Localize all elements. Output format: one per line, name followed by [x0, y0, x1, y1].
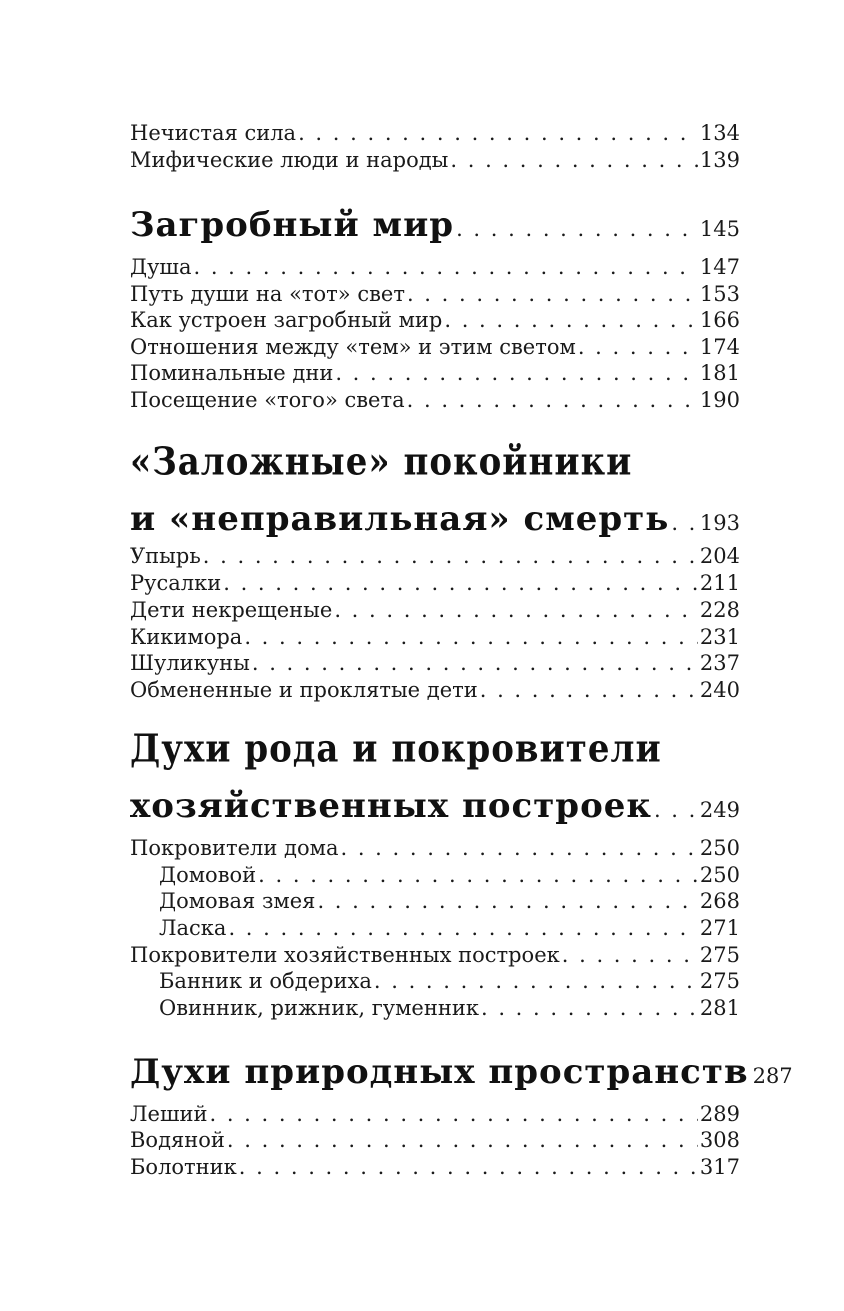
toc-entry-title: Как устроен загробный мир	[130, 308, 443, 332]
leader-dots	[562, 942, 698, 968]
toc-entry-title: Домовая змея	[159, 889, 316, 913]
leader-dots	[203, 543, 698, 569]
toc-subentry	[159, 888, 740, 914]
toc-entry-title: Душа	[130, 255, 192, 279]
leader-dots	[239, 1154, 698, 1180]
toc-subentry	[159, 915, 740, 941]
toc-entry-page: 190	[699, 388, 740, 412]
section-heading	[130, 203, 740, 247]
leader-dots	[335, 360, 698, 386]
toc-entry-title: Покровители хозяйственных построек	[130, 943, 560, 967]
toc-entry-page: 139	[699, 148, 740, 172]
toc-entry-title: Болотник	[130, 1155, 237, 1179]
leader-dots	[480, 677, 698, 703]
toc-entry-title: Мифические люди и народы	[130, 148, 449, 172]
section-heading	[130, 497, 740, 541]
section-heading-page: 145	[699, 217, 740, 241]
toc-entry-title: Нечистая сила	[130, 121, 297, 145]
leader-dots	[193, 254, 697, 280]
toc-entry	[130, 597, 740, 623]
toc-entry-title: Водяной	[130, 1128, 225, 1152]
toc-entry	[130, 570, 740, 596]
toc-entry-page: 250	[699, 863, 740, 887]
toc-entry-title: Отношения между «тем» и этим светом	[130, 335, 576, 359]
leader-dots	[481, 995, 698, 1021]
section-heading-title: и «неправильная» смерть	[130, 499, 670, 539]
toc-entry-page: 250	[699, 836, 740, 860]
leader-dots	[258, 862, 698, 888]
toc-entry-title: Банник и обдериха	[159, 969, 372, 993]
toc-entry	[130, 334, 740, 360]
toc-entry-title: Кикимора	[130, 625, 243, 649]
toc-entry	[130, 543, 740, 569]
section-heading-page: 193	[699, 511, 740, 535]
toc-entry-title: Шуликуны	[130, 651, 250, 675]
section-heading-title: Загробный мир	[130, 205, 455, 245]
toc-entry-page: 237	[699, 651, 740, 675]
toc-entry	[130, 281, 740, 307]
leader-dots	[252, 650, 698, 676]
toc-entry-page: 174	[699, 335, 740, 359]
toc-entry	[130, 1127, 740, 1153]
toc-entry-page: 308	[699, 1128, 740, 1152]
toc-entry-title: Упырь	[130, 544, 201, 568]
toc-entry-title: Овинник, рижник, гуменник	[159, 996, 479, 1020]
toc-entry-page: 147	[699, 255, 740, 279]
toc-entry	[130, 147, 740, 173]
toc-entry	[130, 1101, 740, 1127]
toc-entry	[130, 650, 740, 676]
section-heading	[130, 1050, 793, 1094]
toc-entry-title: Посещение «того» света	[130, 388, 405, 412]
toc-entry-page: 275	[699, 969, 740, 993]
leader-dots	[456, 217, 698, 241]
leader-dots	[223, 570, 698, 596]
section-heading-title: Духи природных пространств	[130, 1052, 749, 1092]
toc-subentry	[159, 968, 740, 994]
toc-entry-title: Путь души на «тот» свет	[130, 282, 405, 306]
section-heading-page: 287	[752, 1064, 793, 1088]
toc-entry-page: 231	[699, 625, 740, 649]
section-heading-title: хозяйственных построек	[130, 786, 652, 826]
toc-entry-page: 181	[699, 361, 740, 385]
toc-entry-title: Дети некрещеные	[130, 598, 333, 622]
toc-entry-page: 153	[699, 282, 740, 306]
toc-entry	[130, 677, 740, 703]
section-heading-line: Духи рода и покровители	[130, 726, 662, 772]
leader-dots	[340, 835, 697, 861]
section-heading-line: «Заложные» покойники	[130, 439, 633, 485]
toc-entry-title: Ласка	[159, 916, 227, 940]
toc-entry-page: 204	[699, 544, 740, 568]
leader-dots	[334, 597, 698, 623]
leader-dots	[578, 334, 698, 360]
toc-entry-page: 166	[699, 308, 740, 332]
toc-entry-title: Домовой	[159, 863, 257, 887]
toc-entry	[130, 120, 740, 146]
toc-entry-page: 317	[699, 1155, 740, 1179]
toc-entry-title: Покровители дома	[130, 836, 339, 860]
leader-dots	[450, 147, 698, 173]
toc-entry	[130, 254, 740, 280]
toc-entry	[130, 835, 740, 861]
section-heading	[130, 784, 740, 828]
toc-entry-page: 289	[699, 1102, 740, 1126]
toc-entry-title: Русалки	[130, 571, 222, 595]
toc-entry-page: 268	[699, 889, 740, 913]
leader-dots	[209, 1101, 697, 1127]
toc-entry-title: Леший	[130, 1102, 208, 1126]
toc-entry-page: 211	[699, 571, 740, 595]
leader-dots	[374, 968, 698, 994]
toc-entry-title: Поминальные дни	[130, 361, 334, 385]
leader-dots	[671, 511, 698, 535]
leader-dots	[407, 281, 698, 307]
toc-entry-page: 228	[699, 598, 740, 622]
leader-dots	[228, 915, 697, 941]
toc-subentry	[159, 995, 740, 1021]
leader-dots	[407, 387, 698, 413]
leader-dots	[298, 120, 698, 146]
leader-dots	[444, 307, 698, 333]
toc-entry-page: 240	[699, 678, 740, 702]
toc-entry	[130, 942, 740, 968]
toc-subentry	[159, 862, 740, 888]
toc-entry	[130, 624, 740, 650]
toc-entry	[130, 387, 740, 413]
toc-entry	[130, 1154, 740, 1180]
leader-dots	[244, 624, 698, 650]
leader-dots	[317, 888, 697, 914]
toc-entry-page: 134	[699, 121, 740, 145]
section-heading-page: 249	[699, 798, 740, 822]
toc-entry-title: Обмененные и проклятые дети	[130, 678, 478, 702]
toc-entry	[130, 307, 740, 333]
toc-entry-page: 275	[699, 943, 740, 967]
toc-entry	[130, 360, 740, 386]
leader-dots	[654, 798, 698, 822]
toc-entry-page: 271	[699, 916, 740, 940]
toc-entry-page: 281	[699, 996, 740, 1020]
leader-dots	[227, 1127, 698, 1153]
